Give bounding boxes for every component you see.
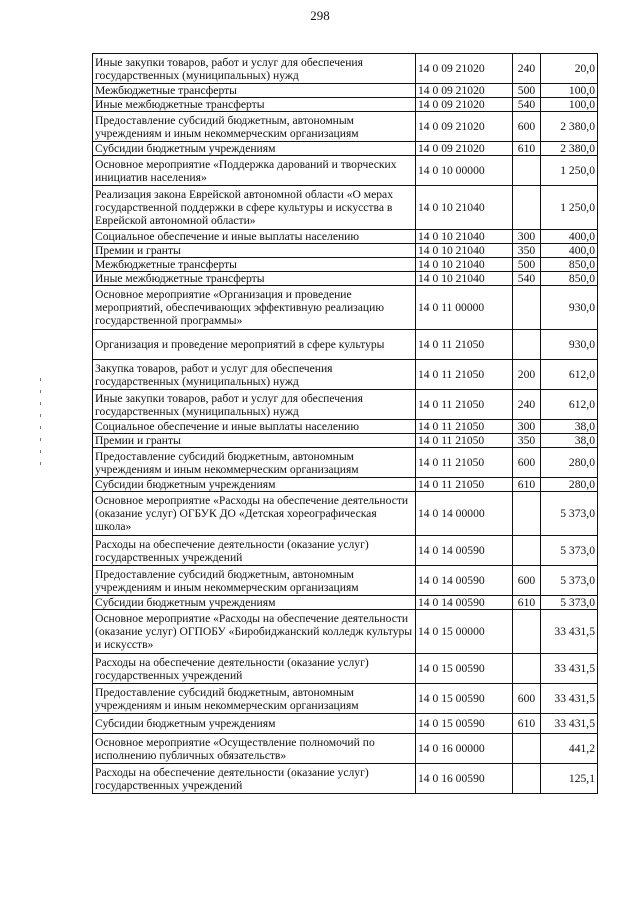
row-sum: 400,0 bbox=[541, 230, 598, 244]
row-sum: 38,0 bbox=[541, 420, 598, 434]
table-row bbox=[93, 492, 598, 536]
row-expense-type: 350 bbox=[513, 244, 541, 258]
table-row bbox=[93, 258, 598, 272]
row-sum: 930,0 bbox=[541, 330, 598, 360]
row-sum: 20,0 bbox=[541, 54, 598, 84]
table-row bbox=[93, 536, 598, 566]
row-code: 14 0 10 00000 bbox=[416, 156, 513, 186]
row-code: 14 0 09 21020 bbox=[416, 142, 513, 156]
row-name: Субсидии бюджетным учреждениям bbox=[93, 142, 416, 156]
table-row bbox=[93, 764, 598, 794]
row-expense-type bbox=[513, 330, 541, 360]
row-expense-type: 300 bbox=[513, 420, 541, 434]
table-row bbox=[93, 286, 598, 330]
row-sum: 33 431,5 bbox=[541, 654, 598, 684]
row-name: Предоставление субсидий бюджетным, автономным учреждениям и иным некоммерческим организациям bbox=[93, 448, 416, 478]
row-expense-type: 610 bbox=[513, 596, 541, 610]
row-expense-type bbox=[513, 536, 541, 566]
row-expense-type: 240 bbox=[513, 54, 541, 84]
row-sum: 612,0 bbox=[541, 390, 598, 420]
table-row bbox=[93, 390, 598, 420]
budget-table bbox=[92, 53, 598, 794]
table-row bbox=[93, 360, 598, 390]
table-row bbox=[93, 186, 598, 230]
row-code: 14 0 11 21050 bbox=[416, 448, 513, 478]
row-expense-type bbox=[513, 156, 541, 186]
page-number: 298 bbox=[310, 8, 330, 23]
row-name: Иные закупки товаров, работ и услуг для обеспечения государственных (муниципальных) нужд bbox=[93, 390, 416, 420]
table-row bbox=[93, 610, 598, 654]
row-sum: 5 373,0 bbox=[541, 596, 598, 610]
row-code: 14 0 14 00590 bbox=[416, 596, 513, 610]
table-row bbox=[93, 734, 598, 764]
row-code: 14 0 15 00590 bbox=[416, 684, 513, 714]
row-code: 14 0 11 00000 bbox=[416, 286, 513, 330]
row-code: 14 0 16 00590 bbox=[416, 764, 513, 794]
row-code: 14 0 09 21020 bbox=[416, 54, 513, 84]
row-code: 14 0 09 21020 bbox=[416, 98, 513, 112]
row-expense-type: 540 bbox=[513, 98, 541, 112]
row-name: Субсидии бюджетным учреждениям bbox=[93, 714, 416, 734]
table-row bbox=[93, 434, 598, 448]
row-expense-type: 300 bbox=[513, 230, 541, 244]
row-name: Иные межбюджетные трансферты bbox=[93, 272, 416, 286]
row-sum: 280,0 bbox=[541, 478, 598, 492]
row-name: Субсидии бюджетным учреждениям bbox=[93, 596, 416, 610]
row-expense-type: 500 bbox=[513, 84, 541, 98]
row-expense-type bbox=[513, 734, 541, 764]
row-sum: 5 373,0 bbox=[541, 536, 598, 566]
table-row bbox=[93, 596, 598, 610]
table-row bbox=[93, 272, 598, 286]
row-expense-type: 610 bbox=[513, 714, 541, 734]
row-sum: 280,0 bbox=[541, 448, 598, 478]
row-code: 14 0 14 00000 bbox=[416, 492, 513, 536]
row-name: Межбюджетные трансферты bbox=[93, 258, 416, 272]
row-sum: 100,0 bbox=[541, 98, 598, 112]
row-expense-type: 600 bbox=[513, 112, 541, 142]
scan-margin-marks bbox=[40, 378, 44, 474]
row-name: Расходы на обеспечение деятельности (оказание услуг) государственных учреждений bbox=[93, 654, 416, 684]
row-expense-type: 240 bbox=[513, 390, 541, 420]
row-code: 14 0 10 21040 bbox=[416, 230, 513, 244]
row-expense-type bbox=[513, 764, 541, 794]
row-name: Организация и проведение мероприятий в сфере культуры bbox=[93, 330, 416, 360]
row-name: Премии и гранты bbox=[93, 244, 416, 258]
row-code: 14 0 14 00590 bbox=[416, 566, 513, 596]
row-name: Премии и гранты bbox=[93, 434, 416, 448]
row-name: Реализация закона Еврейской автономной области «О мерах государственной поддержки в сфере культуры и искусства в Еврейской автономной области» bbox=[93, 186, 416, 230]
row-name: Предоставление субсидий бюджетным, автономным учреждениям и иным некоммерческим организациям bbox=[93, 112, 416, 142]
table-row bbox=[93, 420, 598, 434]
row-code: 14 0 09 21020 bbox=[416, 112, 513, 142]
row-code: 14 0 15 00000 bbox=[416, 610, 513, 654]
table-row bbox=[93, 84, 598, 98]
row-code: 14 0 11 21050 bbox=[416, 478, 513, 492]
row-expense-type: 500 bbox=[513, 258, 541, 272]
row-code: 14 0 10 21040 bbox=[416, 258, 513, 272]
table-row bbox=[93, 478, 598, 492]
row-code: 14 0 15 00590 bbox=[416, 654, 513, 684]
row-expense-type: 610 bbox=[513, 478, 541, 492]
row-code: 14 0 11 21050 bbox=[416, 330, 513, 360]
table-row bbox=[93, 54, 598, 84]
row-code: 14 0 11 21050 bbox=[416, 420, 513, 434]
table-row bbox=[93, 448, 598, 478]
table-row bbox=[93, 654, 598, 684]
row-sum: 400,0 bbox=[541, 244, 598, 258]
table-row bbox=[93, 714, 598, 734]
row-sum: 930,0 bbox=[541, 286, 598, 330]
row-sum: 38,0 bbox=[541, 434, 598, 448]
row-name: Основное мероприятие «Поддержка дарований и творческих инициатив населения» bbox=[93, 156, 416, 186]
row-sum: 1 250,0 bbox=[541, 186, 598, 230]
table-row bbox=[93, 330, 598, 360]
table-row bbox=[93, 566, 598, 596]
budget-table-body bbox=[93, 54, 598, 794]
row-name: Иные межбюджетные трансферты bbox=[93, 98, 416, 112]
row-name: Предоставление субсидий бюджетным, автономным учреждениям и иным некоммерческим организациям bbox=[93, 684, 416, 714]
row-sum: 2 380,0 bbox=[541, 142, 598, 156]
row-sum: 33 431,5 bbox=[541, 714, 598, 734]
row-expense-type bbox=[513, 654, 541, 684]
row-sum: 33 431,5 bbox=[541, 684, 598, 714]
row-name: Закупка товаров, работ и услуг для обеспечения государственных (муниципальных) нужд bbox=[93, 360, 416, 390]
row-name: Основное мероприятие «Организация и проведение мероприятий, обеспечивающих эффективную реализацию государственной программы» bbox=[93, 286, 416, 330]
row-code: 14 0 10 21040 bbox=[416, 272, 513, 286]
table-row bbox=[93, 142, 598, 156]
row-expense-type: 600 bbox=[513, 448, 541, 478]
row-name: Расходы на обеспечение деятельности (оказание услуг) государственных учреждений bbox=[93, 764, 416, 794]
table-row bbox=[93, 244, 598, 258]
table-row bbox=[93, 230, 598, 244]
row-code: 14 0 10 21040 bbox=[416, 186, 513, 230]
row-sum: 5 373,0 bbox=[541, 492, 598, 536]
row-expense-type bbox=[513, 492, 541, 536]
row-code: 14 0 10 21040 bbox=[416, 244, 513, 258]
row-sum: 441,2 bbox=[541, 734, 598, 764]
table-row bbox=[93, 156, 598, 186]
row-name: Субсидии бюджетным учреждениям bbox=[93, 478, 416, 492]
row-sum: 612,0 bbox=[541, 360, 598, 390]
table-row bbox=[93, 98, 598, 112]
row-sum: 100,0 bbox=[541, 84, 598, 98]
row-sum: 850,0 bbox=[541, 258, 598, 272]
row-code: 14 0 11 21050 bbox=[416, 434, 513, 448]
row-name: Иные закупки товаров, работ и услуг для обеспечения государственных (муниципальных) нужд bbox=[93, 54, 416, 84]
row-code: 14 0 11 21050 bbox=[416, 360, 513, 390]
row-code: 14 0 16 00000 bbox=[416, 734, 513, 764]
table-row bbox=[93, 684, 598, 714]
row-name: Расходы на обеспечение деятельности (оказание услуг) государственных учреждений bbox=[93, 536, 416, 566]
row-sum: 5 373,0 bbox=[541, 566, 598, 596]
row-expense-type: 200 bbox=[513, 360, 541, 390]
row-expense-type: 600 bbox=[513, 566, 541, 596]
row-name: Межбюджетные трансферты bbox=[93, 84, 416, 98]
row-name: Социальное обеспечение и иные выплаты населению bbox=[93, 420, 416, 434]
row-sum: 125,1 bbox=[541, 764, 598, 794]
row-name: Основное мероприятие «Расходы на обеспечение деятельности (оказание услуг) ОГПОБУ «Биробиджанский колледж культуры и искусств» bbox=[93, 610, 416, 654]
row-expense-type bbox=[513, 286, 541, 330]
row-name: Предоставление субсидий бюджетным, автономным учреждениям и иным некоммерческим организациям bbox=[93, 566, 416, 596]
row-sum: 1 250,0 bbox=[541, 156, 598, 186]
row-sum: 2 380,0 bbox=[541, 112, 598, 142]
row-code: 14 0 11 21050 bbox=[416, 390, 513, 420]
row-code: 14 0 15 00590 bbox=[416, 714, 513, 734]
row-code: 14 0 09 21020 bbox=[416, 84, 513, 98]
table-row bbox=[93, 112, 598, 142]
row-expense-type: 350 bbox=[513, 434, 541, 448]
row-name: Социальное обеспечение и иные выплаты населению bbox=[93, 230, 416, 244]
row-code: 14 0 14 00590 bbox=[416, 536, 513, 566]
row-expense-type: 610 bbox=[513, 142, 541, 156]
row-sum: 33 431,5 bbox=[541, 610, 598, 654]
row-name: Основное мероприятие «Расходы на обеспечение деятельности (оказание услуг) ОГБУК ДО «Детская хореографическая школа» bbox=[93, 492, 416, 536]
row-name: Основное мероприятие «Осуществление полномочий по исполнению публичных обязательств» bbox=[93, 734, 416, 764]
row-expense-type: 540 bbox=[513, 272, 541, 286]
row-expense-type bbox=[513, 610, 541, 654]
row-expense-type bbox=[513, 186, 541, 230]
row-expense-type: 600 bbox=[513, 684, 541, 714]
row-sum: 850,0 bbox=[541, 272, 598, 286]
